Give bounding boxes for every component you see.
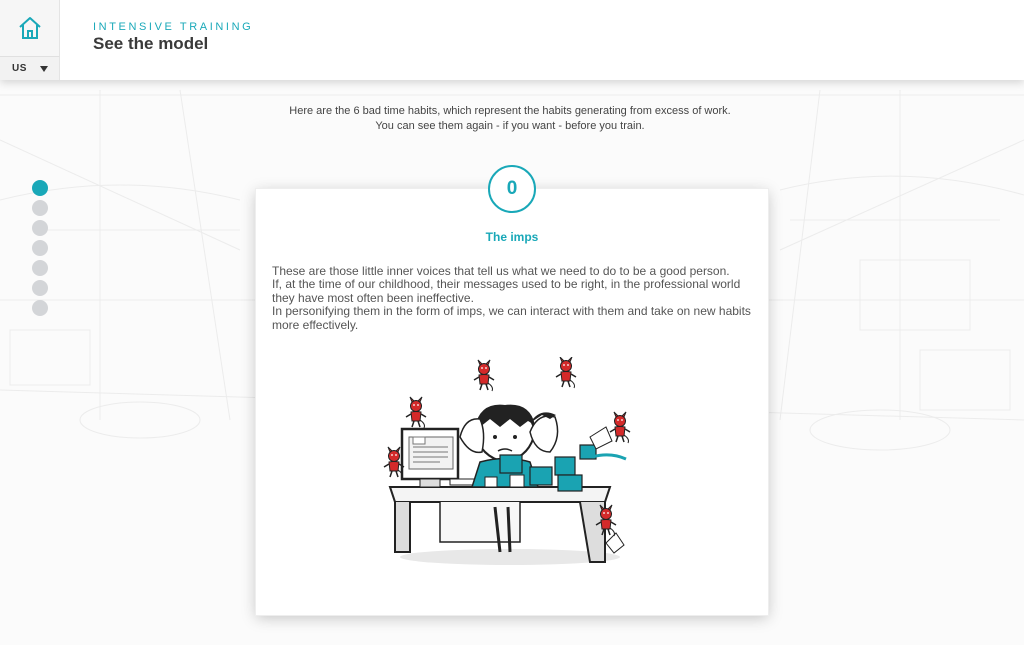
language-label: US bbox=[12, 63, 27, 74]
card-body bbox=[272, 265, 756, 332]
page-title: See the model bbox=[93, 34, 209, 53]
card-paragraph-2: If, at the time of our childhood, their messages used to be right, in the professional world they have most often been ineffective. bbox=[272, 277, 741, 305]
step-number-badge: 0 bbox=[488, 165, 536, 213]
pager-dot-3[interactable] bbox=[32, 240, 48, 256]
chevron-down-icon bbox=[39, 65, 49, 73]
imps-illustration bbox=[380, 357, 650, 579]
intro-line-1: Here are the 6 bad time habits, which represent the habits generating from excess of work. bbox=[289, 105, 731, 117]
pager-dot-6[interactable] bbox=[32, 300, 48, 316]
home-button[interactable] bbox=[0, 0, 60, 56]
pager-dot-5[interactable] bbox=[32, 280, 48, 296]
language-selector[interactable] bbox=[0, 56, 60, 80]
header-subtitle: INTENSIVE TRAINING bbox=[93, 21, 254, 33]
pager-dot-2[interactable] bbox=[32, 220, 48, 236]
pager-dot-0[interactable] bbox=[32, 180, 48, 196]
top-header bbox=[0, 0, 1024, 80]
content-card bbox=[256, 189, 768, 615]
card-title: The imps bbox=[485, 230, 539, 244]
slide-pager bbox=[32, 180, 48, 320]
intro-line-2: You can see them again - if you want - before you train. bbox=[375, 120, 645, 132]
intro-text bbox=[0, 104, 1020, 134]
pager-dot-4[interactable] bbox=[32, 260, 48, 276]
header-titles bbox=[93, 21, 253, 54]
card-paragraph-1: These are those little inner voices that tell us what we need to do to be a good person. bbox=[272, 264, 730, 278]
pager-dot-1[interactable] bbox=[32, 200, 48, 216]
card-paragraph-3: In personifying them in the form of imps, we can interact with them and take on new habits more effectively. bbox=[272, 304, 751, 332]
home-icon bbox=[17, 15, 43, 41]
